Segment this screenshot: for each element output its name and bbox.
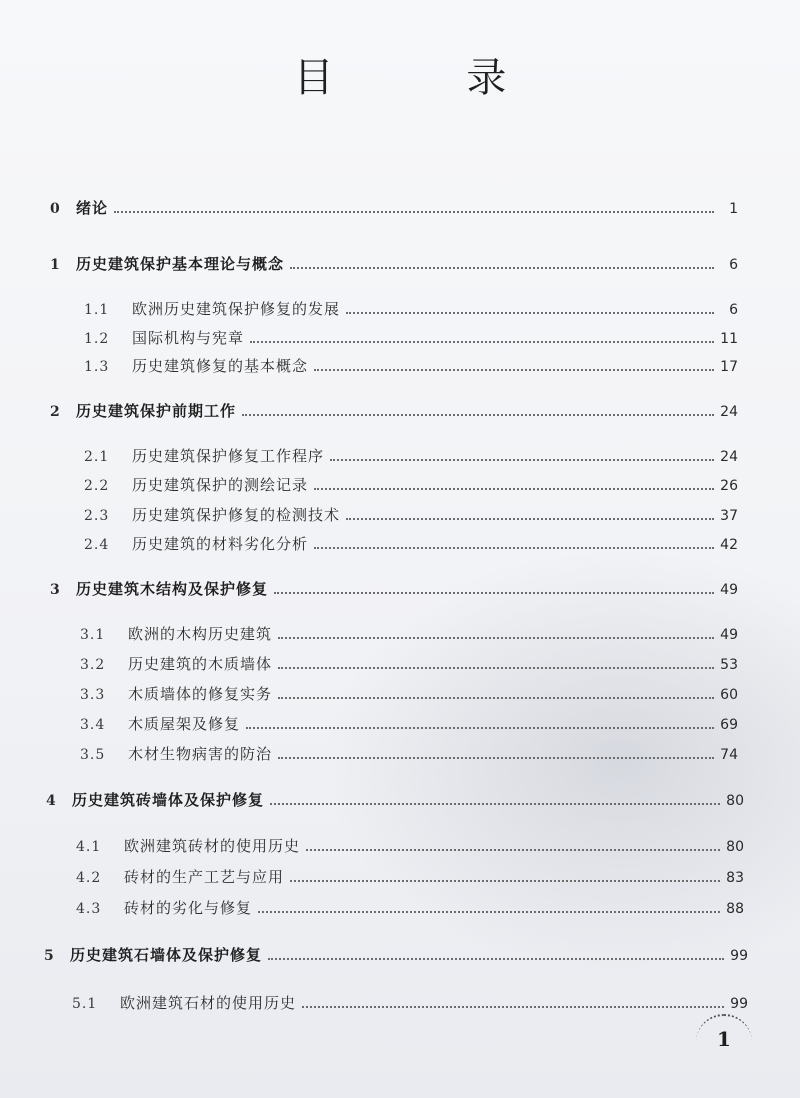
section-number: 3.4 [80,717,106,733]
page-reference: 49 [720,627,738,643]
page-reference: 11 [720,331,738,347]
section-number: 3.3 [80,687,106,703]
section-number: 5.1 [72,996,98,1012]
dot-leader [302,1005,724,1008]
toc-section-row[interactable] [84,296,738,322]
toc-chapter-row[interactable] [50,251,738,277]
page-reference: 99 [730,996,748,1012]
toc-section-row[interactable] [80,711,738,737]
dot-leader [250,340,714,343]
dot-leader [290,879,720,882]
toc-section-row[interactable] [84,472,738,498]
section-title: 欧洲建筑砖材的使用历史 [124,837,301,855]
section-title: 历史建筑保护的测绘记录 [132,476,309,494]
dot-leader [278,636,714,639]
dot-leader [246,726,714,729]
section-title: 国际机构与宪章 [132,329,245,347]
page-reference: 17 [720,359,738,375]
page-reference: 69 [720,717,738,733]
page-reference: 83 [726,870,744,886]
section-number: 2.4 [84,537,110,553]
page-reference: 53 [720,657,738,673]
dot-leader [346,517,714,520]
section-title: 木材生物病害的防治 [128,745,273,763]
section-number: 1.2 [84,331,110,347]
chapter-number: 0 [50,201,60,217]
chapter-title: 绪论 [76,199,109,217]
dot-leader [278,756,714,759]
dot-leader [314,546,714,549]
toc-section-row[interactable] [80,651,738,677]
dot-leader [330,458,714,461]
chapter-number: 1 [50,257,60,273]
section-title: 砖材的生产工艺与应用 [124,868,285,886]
page-reference: 99 [730,948,748,964]
toc-section-row[interactable] [76,895,744,921]
section-number: 1.1 [84,302,110,318]
toc-section-row[interactable] [84,353,738,379]
chapter-title: 历史建筑木结构及保护修复 [76,580,269,598]
page-reference: 1 [729,201,738,217]
dot-leader [258,910,720,913]
page-reference: 88 [726,901,744,917]
section-number: 2.2 [84,478,110,494]
section-title: 历史建筑修复的基本概念 [132,357,309,375]
dot-leader [314,368,714,371]
chapter-title: 历史建筑保护基本理论与概念 [76,255,285,273]
toc-chapter-row[interactable] [44,942,748,968]
page-title: 目 录 [293,55,567,101]
page-reference: 24 [720,449,738,465]
dot-leader [306,848,720,851]
toc-section-row[interactable] [76,833,744,859]
page-reference: 60 [720,687,738,703]
chapter-number: 4 [46,793,56,809]
page-number: 1 [696,1014,752,1056]
toc-section-row[interactable] [80,621,738,647]
toc-section-row[interactable] [80,741,738,767]
section-title: 欧洲历史建筑保护修复的发展 [132,300,341,318]
section-title: 欧洲建筑石材的使用历史 [120,994,297,1012]
section-number: 3.2 [80,657,106,673]
section-number: 3.5 [80,747,106,763]
toc-section-row[interactable] [80,681,738,707]
section-number: 2.3 [84,508,110,524]
dot-leader [274,591,714,594]
page-reference: 42 [720,537,738,553]
section-number: 2.1 [84,449,110,465]
section-title: 历史建筑保护修复的检测技术 [132,506,341,524]
dot-leader [314,487,714,490]
section-number: 3.1 [80,627,106,643]
dot-leader [278,696,714,699]
toc-chapter-row[interactable] [50,576,738,602]
page-reference: 49 [720,582,738,598]
toc-section-row[interactable] [84,502,738,528]
dot-leader [268,957,724,960]
page-reference: 6 [729,257,738,273]
page-reference: 74 [720,747,738,763]
page-reference: 6 [729,302,738,318]
dot-leader [114,210,714,213]
chapter-title: 历史建筑砖墙体及保护修复 [72,791,265,809]
chapter-number: 3 [50,582,60,598]
toc-chapter-row[interactable] [50,195,738,221]
section-title: 砖材的劣化与修复 [124,899,253,917]
section-title: 历史建筑保护修复工作程序 [132,447,325,465]
section-title: 木质屋架及修复 [128,715,241,733]
toc-chapter-row[interactable] [50,398,738,424]
page-reference: 80 [726,839,744,855]
dot-leader [290,266,714,269]
toc-section-row[interactable] [76,864,744,890]
chapter-title: 历史建筑保护前期工作 [76,402,237,420]
toc-section-row[interactable] [84,325,738,351]
toc-section-row[interactable] [84,443,738,469]
toc-chapter-row[interactable] [46,787,744,813]
section-title: 木质墙体的修复实务 [128,685,273,703]
chapter-title: 历史建筑石墙体及保护修复 [70,946,263,964]
dot-leader [346,311,714,314]
section-number: 4.3 [76,901,102,917]
page-reference: 37 [720,508,738,524]
chapter-number: 5 [44,948,54,964]
toc-section-row[interactable] [84,531,738,557]
section-number: 1.3 [84,359,110,375]
chapter-number: 2 [50,404,60,420]
page-reference: 80 [726,793,744,809]
toc-section-row[interactable] [72,990,748,1016]
dot-leader [242,413,714,416]
dot-leader [278,666,714,669]
page-reference: 26 [720,478,738,494]
section-title: 欧洲的木构历史建筑 [128,625,273,643]
dot-leader [270,802,720,805]
section-number: 4.1 [76,839,102,855]
page-reference: 24 [720,404,738,420]
section-title: 历史建筑的材料劣化分析 [132,535,309,553]
section-title: 历史建筑的木质墙体 [128,655,273,673]
section-number: 4.2 [76,870,102,886]
